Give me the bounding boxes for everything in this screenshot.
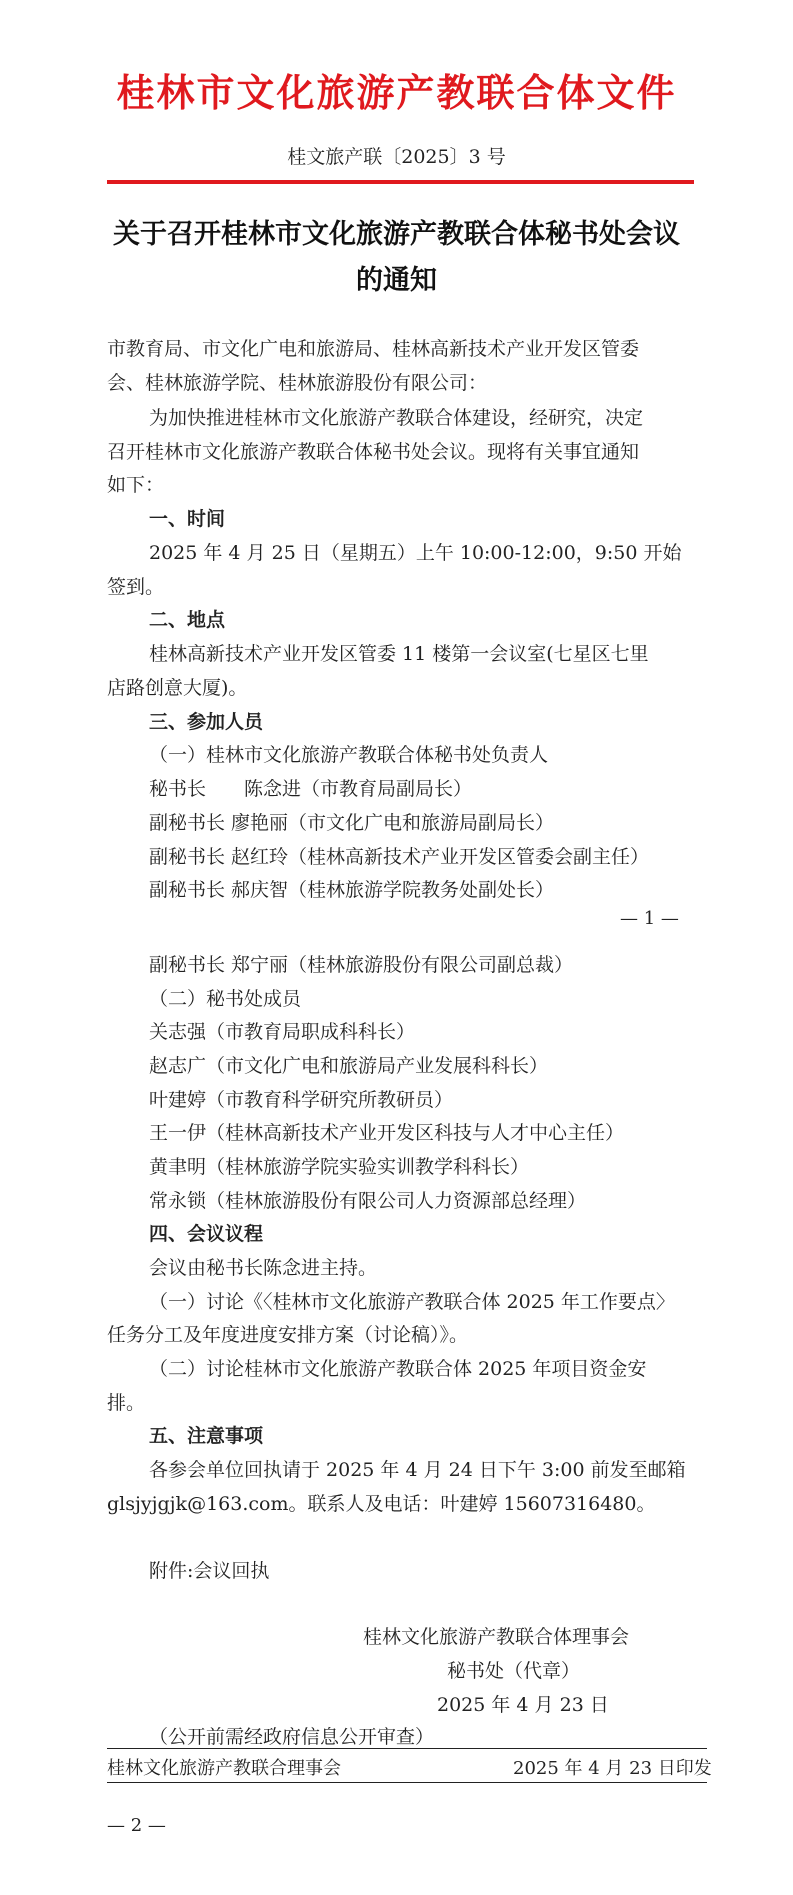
member-entry: 王一伊（桂林高新技术产业开发区科技与人才中心主任） xyxy=(149,1122,625,1144)
notes-line2: glsjyjgjk@163.com。联系人及电话：叶建婷 15607316480。 xyxy=(107,1493,656,1515)
notice-title-line1: 关于召开桂林市文化旅游产教联合体秘书处会议 xyxy=(113,219,680,250)
agenda-item2-line2: 排。 xyxy=(107,1392,146,1414)
attendee-entry: 秘书长 陈念进（市教育局副局长） xyxy=(149,778,473,800)
member-entry: 叶建婷（市教育科学研究所教研员） xyxy=(149,1089,454,1111)
footer-issuer: 桂林文化旅游产教联合理事会 xyxy=(107,1758,341,1779)
agenda-item1-line2: 任务分工及年度进度安排方案（讨论稿）》。 xyxy=(107,1324,469,1346)
page-number-1: — 1 — xyxy=(620,908,679,929)
signature-office: 秘书处（代章） xyxy=(447,1660,581,1682)
attendee-entry: 副秘书长 赵红玲（桂林高新技术产业开发区管委会副主任） xyxy=(149,846,650,868)
attendee-entry: 副秘书长 廖艳丽（市文化广电和旅游局副局长） xyxy=(149,812,555,834)
disclosure-note: （公开前需经政府信息公开审查） xyxy=(149,1726,435,1748)
attachment-note: 附件:会议回执 xyxy=(149,1560,270,1582)
footer-top-rule xyxy=(107,1748,707,1749)
attendees-subheading-members: （二）秘书处成员 xyxy=(149,988,302,1010)
notice-title-line2: 的通知 xyxy=(356,265,437,296)
section-time-line2: 签到。 xyxy=(107,576,165,598)
section-place-heading: 二、地点 xyxy=(149,609,226,631)
signature-date: 2025 年 4 月 23 日 xyxy=(437,1694,609,1716)
red-separator-line xyxy=(107,180,694,184)
member-entry: 关志强（市教育局职成科科长） xyxy=(149,1021,416,1043)
section-place-line2: 店路创意大厦)。 xyxy=(107,677,248,699)
member-entry: 赵志广（市文化广电和旅游局产业发展科科长） xyxy=(149,1055,549,1077)
section-place-line1: 桂林高新技术产业开发区管委 11 楼第一会议室(七星区七里 xyxy=(149,643,649,665)
footer-bottom-rule xyxy=(107,1782,707,1783)
document-header-title: 桂林市文化旅游产教联合体文件 xyxy=(116,70,677,115)
document-number: 桂文旅产联〔2025〕3 号 xyxy=(287,146,506,168)
member-entry: 常永锁（桂林旅游股份有限公司人力资源部总经理） xyxy=(149,1190,587,1212)
intro-line2: 召开桂林市文化旅游产教联合体秘书处会议。现将有关事宜通知 xyxy=(107,441,640,463)
notes-line1: 各参会单位回执请于 2025 年 4 月 24 日下午 3:00 前发至邮箱 xyxy=(149,1459,686,1481)
agenda-item1-line1: （一）讨论《〈桂林市文化旅游产教联合体 2025 年工作要点〉 xyxy=(149,1291,675,1313)
recipients-line1: 市教育局、市文化广电和旅游局、桂林高新技术产业开发区管委 xyxy=(107,338,640,360)
section-notes-heading: 五、注意事项 xyxy=(149,1425,264,1447)
signature-org: 桂林文化旅游产教联合体理事会 xyxy=(363,1626,630,1648)
member-entry: 黄聿明（桂林旅游学院实验实训教学科科长） xyxy=(149,1156,530,1178)
section-time-line1: 2025 年 4 月 25 日（星期五）上午 10:00-12:00，9:50 开始 xyxy=(149,542,682,564)
agenda-host: 会议由秘书长陈念进主持。 xyxy=(149,1257,378,1279)
footer-print-date: 2025 年 4 月 23 日印发 xyxy=(513,1758,712,1779)
recipients-line2: 会、桂林旅游学院、桂林旅游股份有限公司： xyxy=(107,372,488,394)
attendee-entry: 副秘书长 郑宁丽（桂林旅游股份有限公司副总裁） xyxy=(149,954,574,976)
section-attendees-heading: 三、参加人员 xyxy=(149,711,264,733)
section-time-heading: 一、时间 xyxy=(149,508,226,530)
agenda-item2-line1: （二）讨论桂林市文化旅游产教联合体 2025 年项目资金安 xyxy=(149,1358,647,1380)
page-number-2: — 2 — xyxy=(107,1815,166,1836)
intro-line1: 为加快推进桂林市文化旅游产教联合体建设，经研究，决定 xyxy=(149,407,644,429)
intro-line3: 如下： xyxy=(107,474,165,496)
attendee-entry: 副秘书长 郝庆智（桂林旅游学院教务处副处长） xyxy=(149,879,555,901)
section-agenda-heading: 四、会议议程 xyxy=(149,1223,264,1245)
attendees-subheading-leaders: （一）桂林市文化旅游产教联合体秘书处负责人 xyxy=(149,744,549,766)
